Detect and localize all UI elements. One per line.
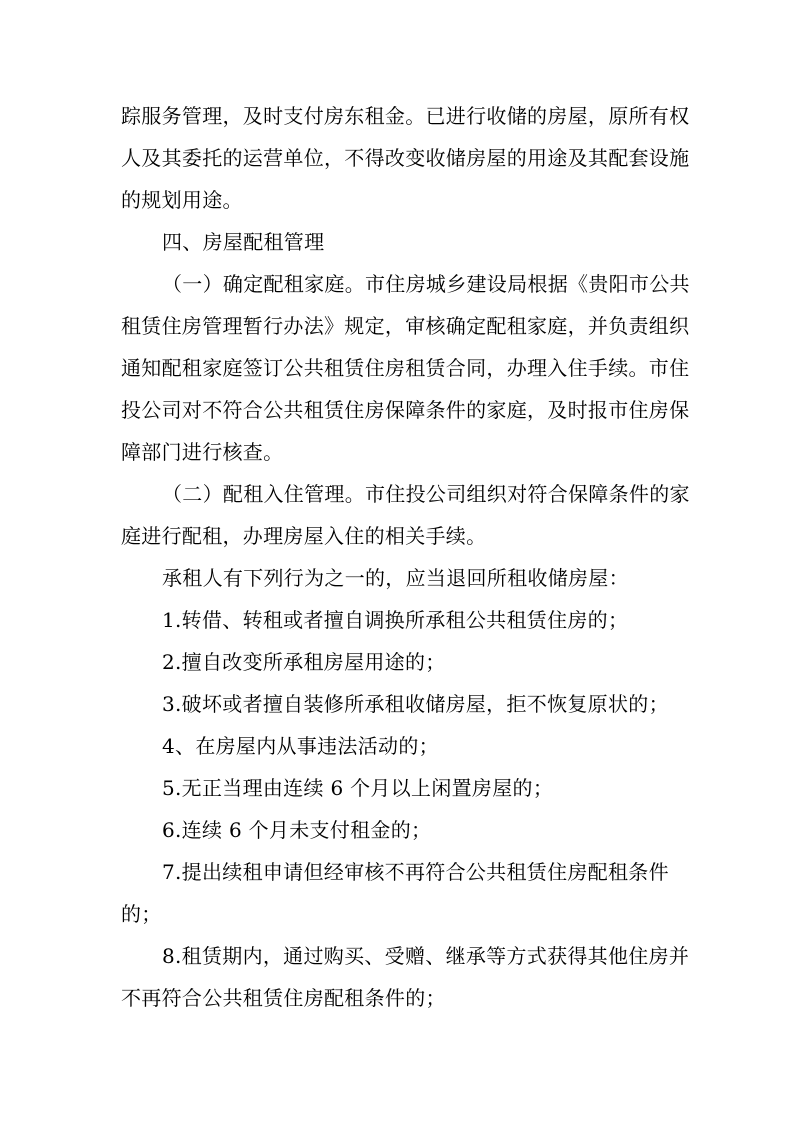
paragraph-start: （二）配租入住管理。市住投公司组织对符合保障条件的家 <box>162 482 690 506</box>
list-item: 1.转借、转租或者擅自调换所承租公共租赁住房的； <box>162 608 629 632</box>
list-item: 2.擅自改变所承租房屋用途的； <box>162 650 446 674</box>
paragraph-start: （一）确定配租家庭。市住房城乡建设局根据《贵阳市公共 <box>162 272 690 296</box>
text-line: 庭进行配租，办理房屋入住的相关手续。 <box>121 524 487 548</box>
text-line: 踪服务管理，及时支付房东租金。已进行收储的房屋，原所有权 <box>121 104 690 128</box>
text-line: 的； <box>121 902 162 926</box>
paragraph-start: 承租人有下列行为之一的，应当退回所租收储房屋： <box>162 566 629 590</box>
text-line: 人及其委托的运营单位，不得改变收储房屋的用途及其配套设施 <box>121 146 690 170</box>
list-item: 4、在房屋内从事违法活动的； <box>162 734 439 758</box>
text-line: 障部门进行核查。 <box>121 440 284 464</box>
list-item: 8.租赁期内，通过购买、受赠、继承等方式获得其他住房并 <box>162 944 690 968</box>
text-line: 的规划用途。 <box>121 188 243 212</box>
text-line: 投公司对不符合公共租赁住房保障条件的家庭，及时报市住房保 <box>121 398 690 422</box>
list-item: 3.破坏或者擅自装修所承租收储房屋，拒不恢复原状的； <box>162 692 669 716</box>
list-item: 5.无正当理由连续 6 个月以上闲置房屋的； <box>162 776 554 800</box>
section-heading: 四、房屋配租管理 <box>162 230 325 254</box>
text-line: 通知配租家庭签订公共租赁住房租赁合同，办理入住手续。市住 <box>121 356 690 380</box>
list-item: 6.连续 6 个月未支付租金的； <box>162 818 432 842</box>
list-item: 7.提出续租申请但经审核不再符合公共租赁住房配租条件 <box>162 860 669 884</box>
text-line: 租赁住房管理暂行办法》规定，审核确定配租家庭，并负责组织 <box>121 314 690 338</box>
text-line: 不再符合公共租赁住房配租条件的； <box>121 986 446 1010</box>
